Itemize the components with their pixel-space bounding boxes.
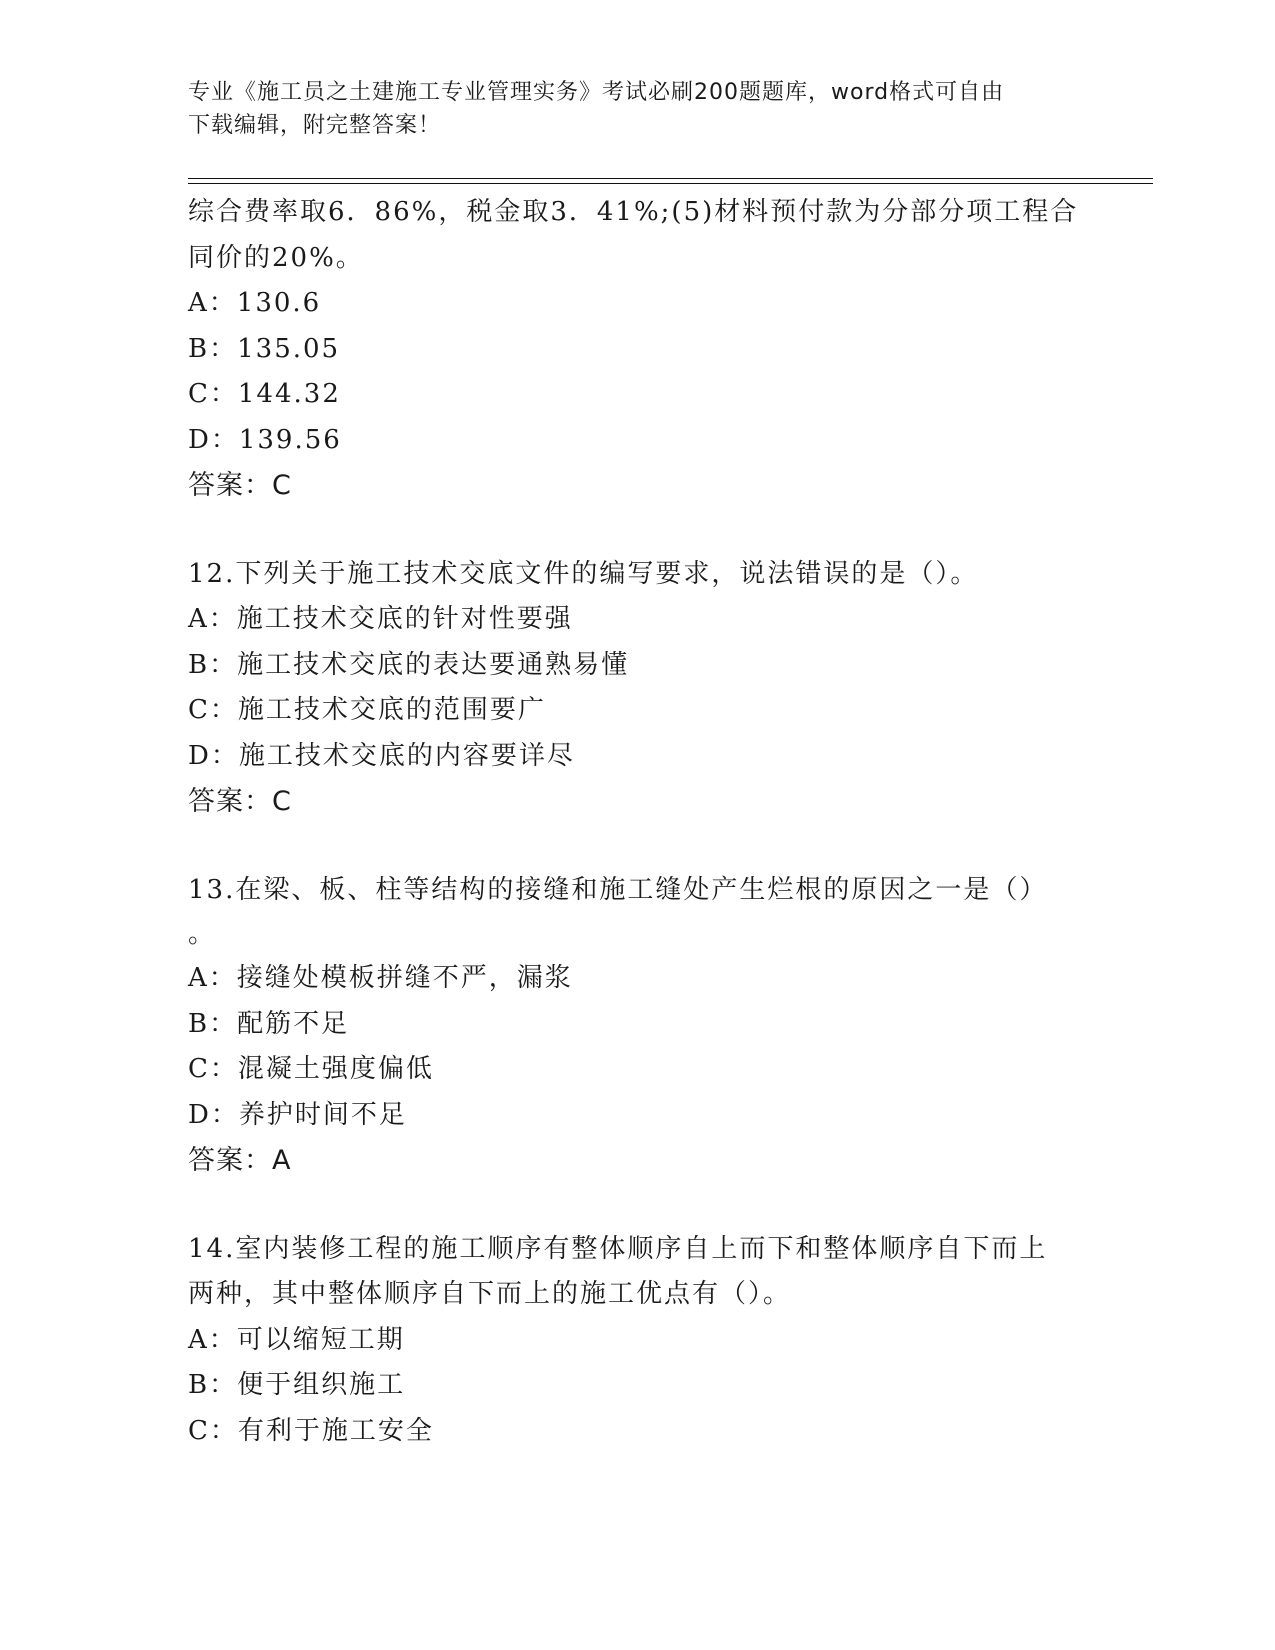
option-b: B：135.05 <box>188 333 341 364</box>
option-b: B：配筋不足 <box>188 1008 350 1039</box>
option-b: B：便于组织施工 <box>188 1370 406 1400</box>
answer: 答案：C <box>188 470 292 501</box>
option-c: C：混凝土强度偏低 <box>188 1054 434 1084</box>
question-stem-line: 。 <box>188 919 217 949</box>
spacer <box>188 1184 1088 1227</box>
option-d: D：养护时间不足 <box>188 1099 407 1130</box>
option-d: D：施工技术交底的内容要详尽 <box>188 740 575 771</box>
spacer <box>188 509 1088 552</box>
option-a: A：130.6 <box>188 288 322 318</box>
answer: 答案：A <box>188 1145 292 1176</box>
option-d: D：139.56 <box>188 424 342 455</box>
header-line-1: 专业《施工员之土建施工专业管理实务》考试必刷200题题库，word格式可自由 <box>188 80 1005 105</box>
answer: 答案：C <box>188 786 292 817</box>
question-stem: 12.下列关于施工技术交底文件的编写要求，说法错误的是（）。 <box>188 558 979 589</box>
question-stem: 13.在梁、板、柱等结构的接缝和施工缝处产生烂根的原因之一是（） <box>188 874 1048 905</box>
question-stem-line: 同价的20%。 <box>188 242 364 273</box>
header-line-2: 下载编辑，附完整答案！ <box>188 113 442 138</box>
question-12 <box>188 552 1088 825</box>
option-c: C：有利于施工安全 <box>188 1415 434 1446</box>
header-rule-bottom <box>188 183 1153 184</box>
spacer <box>188 825 1088 868</box>
option-b: B：施工技术交底的表达要通熟易懂 <box>188 649 630 680</box>
question-11-continuation <box>188 190 1088 509</box>
option-c: C：施工技术交底的范围要广 <box>188 695 546 725</box>
question-stem-line: 综合费率取6．86%，税金取3．41%;(5)材料预付款为分部分项工程合 <box>188 197 1079 227</box>
option-a: A：可以缩短工期 <box>188 1324 405 1355</box>
document-header <box>188 76 1088 142</box>
option-a: A：施工技术交底的针对性要强 <box>188 604 573 634</box>
question-stem-line: 两种，其中整体顺序自下而上的施工优点有（）。 <box>188 1279 792 1309</box>
header-rule-top <box>188 178 1153 179</box>
option-a: A：接缝处模板拼缝不严，漏浆 <box>188 963 573 993</box>
question-stem: 14.室内装修工程的施工顺序有整体顺序自上而下和整体顺序自下而上 <box>188 1233 1048 1264</box>
option-c: C：144.32 <box>188 379 341 409</box>
question-14 <box>188 1227 1088 1455</box>
question-13 <box>188 868 1088 1184</box>
document-body <box>188 190 1088 1454</box>
